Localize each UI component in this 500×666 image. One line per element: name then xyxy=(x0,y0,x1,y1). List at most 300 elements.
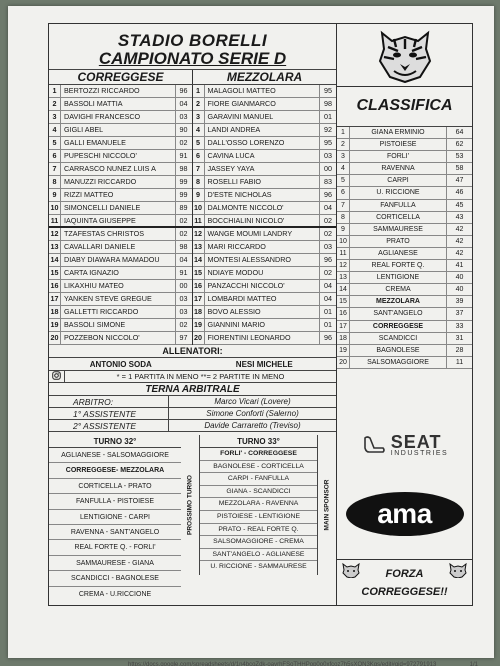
right-panel xyxy=(337,24,472,605)
fixture-row: SANT'ANGELO - AGLIANESE xyxy=(200,549,317,562)
player-row xyxy=(193,319,337,332)
player-name: FIORE GIANMARCO xyxy=(207,99,276,108)
standings-points: 40 xyxy=(446,272,472,283)
player-row xyxy=(49,280,192,293)
round-32 xyxy=(49,435,181,598)
player-number: 1 xyxy=(193,85,205,97)
standings-team: MEZZOLARA xyxy=(376,298,420,306)
player-row xyxy=(49,189,192,202)
player-row xyxy=(193,280,337,293)
round-32-title: TURNO 32° xyxy=(49,435,181,448)
forza-line2: CORREGGESE!! xyxy=(361,586,448,598)
team-headers xyxy=(49,69,336,85)
standings-table xyxy=(337,127,472,369)
standings-points: 42 xyxy=(446,224,472,235)
referees-title: TERNA ARBITRALE xyxy=(49,383,336,396)
fixture-row: REAL FORTE Q. - FORLI' xyxy=(49,540,181,555)
player-row xyxy=(193,189,337,202)
matchday-program xyxy=(48,23,473,606)
player-number: 8 xyxy=(49,176,61,188)
player-row xyxy=(193,332,337,345)
player-year: 96 xyxy=(319,254,336,266)
player-number: 3 xyxy=(49,111,61,123)
player-name: GALLETTI RICCARDO xyxy=(64,307,139,316)
seat-sub: INDUSTRIES xyxy=(390,449,449,457)
legend-text: * = 1 PARTITA IN MENO **= 2 PARTITE IN MENO xyxy=(116,372,285,381)
standings-row xyxy=(337,296,472,308)
standings-rank: 3 xyxy=(337,151,350,162)
coaches-row xyxy=(49,358,336,371)
player-name: CAVALLARI DANIELE xyxy=(64,242,136,251)
player-year: 03 xyxy=(175,306,192,318)
player-row xyxy=(193,215,337,228)
player-year: 00 xyxy=(319,163,336,175)
standings-rank: 19 xyxy=(337,345,350,356)
player-name: TZAFESTAS CHRISTOS xyxy=(64,229,145,238)
away-team-name: MEZZOLARA xyxy=(226,70,303,84)
player-number: 14 xyxy=(193,254,205,266)
standings-row xyxy=(337,163,472,175)
standings-team: PRATO xyxy=(386,237,410,245)
player-row xyxy=(193,202,337,215)
player-row xyxy=(49,319,192,332)
player-number: 6 xyxy=(193,150,205,162)
player-number: 2 xyxy=(193,98,205,110)
player-name: CARTA IGNAZIO xyxy=(64,268,119,277)
standings-points: 42 xyxy=(446,236,472,247)
referee-role: 2° ASSISTENTE xyxy=(49,420,169,431)
player-year: 95 xyxy=(319,85,336,97)
league-title: CAMPIONATO SERIE D xyxy=(98,49,287,68)
standings-team: CORREGGESE xyxy=(372,322,424,330)
left-panel xyxy=(49,24,337,605)
player-name: LANDI ANDREA xyxy=(207,125,261,134)
player-row xyxy=(49,150,192,163)
referees-list xyxy=(49,396,336,432)
player-year: 04 xyxy=(319,202,336,214)
player-name: SIMONCELLI DANIELE xyxy=(64,203,141,212)
fixture-row: CREMA - U.RICCIONE xyxy=(78,590,152,598)
standings-row xyxy=(337,345,472,357)
rounds-section xyxy=(49,435,336,598)
fixture-row: PISTOIESE - LENTIGIONE xyxy=(200,511,317,524)
player-number: 20 xyxy=(193,332,205,344)
standings-rank: 17 xyxy=(337,321,350,332)
player-number: 1 xyxy=(49,85,61,97)
player-year: 02 xyxy=(175,228,192,240)
standings-rank: 15 xyxy=(337,296,350,307)
player-row xyxy=(49,215,192,228)
player-row xyxy=(193,306,337,319)
instagram-icon xyxy=(49,371,65,382)
player-name: PUPESCHI NICCOLO' xyxy=(64,151,137,160)
player-year: 96 xyxy=(319,332,336,344)
player-number: 8 xyxy=(193,176,205,188)
player-row xyxy=(49,241,192,254)
ama-text: ama xyxy=(346,492,464,536)
standings-row xyxy=(337,284,472,296)
player-number: 2 xyxy=(49,98,61,110)
player-name: MARI RICCARDO xyxy=(207,242,266,251)
player-name: MALAGOLI MATTEO xyxy=(207,86,276,95)
player-year: 04 xyxy=(175,254,192,266)
print-url: https://docs.google.com/spreadsheets/d/1n4bcoZdk-oavrhFSoTHHPop0o0xfcoz7h5sXON3Kgs/edit#gid=972791913 xyxy=(128,662,437,666)
player-name: LOMBARDI MATTEO xyxy=(207,294,277,303)
standings-team: SANT'ANGELO xyxy=(373,310,423,318)
referee-role: 1° ASSISTENTE xyxy=(49,408,169,419)
fixture-row: LENTIGIONE - CARPI xyxy=(49,510,181,525)
player-number: 4 xyxy=(49,124,61,136)
standings-row xyxy=(337,260,472,272)
standings-row xyxy=(337,321,472,333)
player-name: GIGLI ABEL xyxy=(64,125,104,134)
away-coach: NESI MICHELE xyxy=(235,360,293,369)
standings-team: CORTICELLA xyxy=(376,213,420,221)
standings-row xyxy=(337,175,472,187)
player-year: 83 xyxy=(319,176,336,188)
standings-rank: 7 xyxy=(337,200,350,211)
forza-line1: FORZA xyxy=(385,568,424,580)
player-year: 02 xyxy=(175,215,192,226)
player-name: DALL'OSSO LORENZO xyxy=(207,138,285,147)
standings-team: BAGNOLESE xyxy=(376,346,420,354)
fixture-row: PRATO - REAL FORTE Q. xyxy=(200,524,317,537)
player-row xyxy=(49,254,192,267)
standings-row xyxy=(337,139,472,151)
player-name: GARAVINI MANUEL xyxy=(207,112,274,121)
player-year: 89 xyxy=(175,202,192,214)
rosters xyxy=(49,85,336,345)
standings-rank: 8 xyxy=(337,212,350,223)
player-year: 91 xyxy=(175,150,192,162)
player-name: NDIAYE MODOU xyxy=(207,268,264,277)
player-row xyxy=(193,98,337,111)
standings-points: 45 xyxy=(446,200,472,211)
standings-points: 58 xyxy=(446,163,472,174)
standings-points: 42 xyxy=(446,248,472,259)
legend-note xyxy=(49,371,336,383)
player-number: 5 xyxy=(49,137,61,149)
away-roster xyxy=(193,85,337,345)
player-year: 98 xyxy=(175,163,192,175)
player-number: 17 xyxy=(49,293,61,305)
player-number: 5 xyxy=(193,137,205,149)
standings-rank: 6 xyxy=(337,187,350,198)
standings-points: 43 xyxy=(446,212,472,223)
player-name: JASSEY YAYA xyxy=(207,164,255,173)
fixture-row: CORREGGESE- MEZZOLARA xyxy=(49,463,181,478)
player-name: BASSOLI SIMONE xyxy=(64,320,126,329)
player-year: 95 xyxy=(319,137,336,149)
page-number: 1/1 xyxy=(469,662,478,666)
standings-rank: 20 xyxy=(337,357,350,368)
player-row xyxy=(193,111,337,124)
player-name: MONTESI ALESSANDRO xyxy=(207,255,291,264)
standings-points: 53 xyxy=(446,151,472,162)
player-row xyxy=(49,137,192,150)
player-name: ROSELLI FABIO xyxy=(207,177,262,186)
player-row xyxy=(193,163,337,176)
player-number: 12 xyxy=(49,228,61,240)
seat-icon xyxy=(361,434,387,456)
player-number: 13 xyxy=(49,241,61,253)
player-name: PANZACCHI NICCOLO' xyxy=(207,281,285,290)
player-number: 18 xyxy=(49,306,61,318)
standings-points: 47 xyxy=(446,175,472,186)
standings-row xyxy=(337,187,472,199)
player-year: 00 xyxy=(175,280,192,292)
player-number: 18 xyxy=(193,306,205,318)
player-number: 11 xyxy=(193,215,205,226)
player-year: 01 xyxy=(319,319,336,331)
player-year: 01 xyxy=(319,111,336,123)
player-number: 16 xyxy=(49,280,61,292)
fixture-row: GIANA - SCANDICCI xyxy=(200,486,317,499)
player-year: 01 xyxy=(319,306,336,318)
player-row xyxy=(49,85,192,98)
standings-title: CLASSIFICA xyxy=(337,87,472,127)
standings-points: 28 xyxy=(446,345,472,356)
player-row xyxy=(49,267,192,280)
player-name: CAVINA LUCA xyxy=(207,151,255,160)
fixture-row: CARPI - FANFULLA xyxy=(200,473,317,486)
standings-row xyxy=(337,248,472,260)
player-name: RIZZI MATTEO xyxy=(64,190,114,199)
standings-row xyxy=(337,357,472,369)
player-year: 98 xyxy=(319,98,336,110)
player-row xyxy=(193,137,337,150)
fixture-row: SALSOMAGGIORE - CREMA xyxy=(200,536,317,549)
player-row xyxy=(49,332,192,345)
home-coach: ANTONIO SODA xyxy=(89,360,152,369)
player-year: 96 xyxy=(319,189,336,201)
standings-rank: 13 xyxy=(337,272,350,283)
player-name: DIABY DIAWARA MAMADOU xyxy=(64,255,160,264)
player-name: POZZEBON NICCOLO' xyxy=(64,333,140,342)
next-round-label: PROSSIMO TURNO xyxy=(186,475,194,535)
referee-row xyxy=(49,408,336,420)
player-year: 02 xyxy=(175,137,192,149)
player-year: 03 xyxy=(175,293,192,305)
player-row xyxy=(193,124,337,137)
standings-team: FANFULLA xyxy=(380,201,416,209)
player-number: 3 xyxy=(193,111,205,123)
player-year: 98 xyxy=(175,241,192,253)
player-number: 17 xyxy=(193,293,205,305)
seat-industries-logo xyxy=(337,420,472,470)
stadium-title: STADIO BORELLI xyxy=(117,31,268,50)
player-row xyxy=(49,228,192,241)
player-row xyxy=(193,293,337,306)
standings-team: PISTOIESE xyxy=(379,141,417,149)
standings-points: 39 xyxy=(446,296,472,307)
fixture-row: SCANDICCI - BAGNOLESE xyxy=(49,571,181,586)
player-number: 10 xyxy=(193,202,205,214)
fixture-row: FANFULLA - PISTOIESE xyxy=(49,494,181,509)
seat-word: SEAT xyxy=(390,431,442,452)
player-year: 97 xyxy=(175,332,192,344)
fixture-row: CORTICELLA - PRATO xyxy=(49,479,181,494)
home-roster xyxy=(49,85,193,345)
standings-row xyxy=(337,272,472,284)
standings-points: 62 xyxy=(446,139,472,150)
round-32-fixtures xyxy=(49,448,181,602)
home-team-name: CORREGGESE xyxy=(49,70,193,84)
standings-rank: 5 xyxy=(337,175,350,186)
fixture-row: RAVENNA - SANT'ANGELO xyxy=(49,525,181,540)
player-row xyxy=(193,254,337,267)
standings-points: 46 xyxy=(446,187,472,198)
standings-rank: 11 xyxy=(337,248,350,259)
fixture-row: SAMMAURESE - GIANA xyxy=(49,556,181,571)
standings-rank: 10 xyxy=(337,236,350,247)
player-name: IAQUINTA GIUSEPPE xyxy=(64,216,136,225)
standings-points: 40 xyxy=(446,284,472,295)
standings-row xyxy=(337,236,472,248)
player-number: 7 xyxy=(49,163,61,175)
standings-team: LENTIGIONE xyxy=(376,274,420,282)
player-row xyxy=(49,202,192,215)
fixture-row: FORLI' - CORREGGESE xyxy=(200,448,317,461)
printed-sheet xyxy=(8,6,494,666)
standings-points: 37 xyxy=(446,308,472,319)
player-row xyxy=(193,150,337,163)
referee-name: Davide Carraretto (Treviso) xyxy=(204,421,301,430)
player-name: GIANNINI MARIO xyxy=(207,320,266,329)
standings-team: CREMA xyxy=(385,286,411,294)
player-name: DALMONTE NICCOLO' xyxy=(207,203,284,212)
player-row xyxy=(49,124,192,137)
standings-team: CARPI xyxy=(387,177,409,185)
player-row xyxy=(49,163,192,176)
player-year: 90 xyxy=(175,124,192,136)
referee-name: Marco Vicari (Lovere) xyxy=(214,397,291,406)
player-number: 11 xyxy=(49,215,61,226)
player-number: 4 xyxy=(193,124,205,136)
standings-points: 64 xyxy=(446,127,472,138)
player-row xyxy=(49,306,192,319)
player-number: 9 xyxy=(49,189,61,201)
player-year: 03 xyxy=(319,150,336,162)
player-year: 99 xyxy=(175,189,192,201)
player-number: 19 xyxy=(49,319,61,331)
tiger-icon xyxy=(374,27,436,83)
player-name: YANKEN STEVE GREGUE xyxy=(64,294,152,303)
player-year: 04 xyxy=(175,98,192,110)
player-name: D'ESTE NICHOLAS xyxy=(207,190,272,199)
player-number: 6 xyxy=(49,150,61,162)
standings-team: REAL FORTE Q. xyxy=(371,262,425,270)
standings-row xyxy=(337,127,472,139)
player-number: 7 xyxy=(193,163,205,175)
player-name: FIORENTINI LEONARDO xyxy=(207,333,291,342)
player-number: 9 xyxy=(193,189,205,201)
player-name: LIKAXHIU MATEO xyxy=(64,281,124,290)
player-number: 16 xyxy=(193,280,205,292)
standings-rank: 2 xyxy=(337,139,350,150)
standings-points: 11 xyxy=(446,357,472,368)
standings-team: U. RICCIONE xyxy=(376,189,420,197)
coaches-label: ALLENATORI: xyxy=(49,345,336,358)
standings-team: RAVENNA xyxy=(381,165,415,173)
main-sponsor-label: MAIN SPONSOR xyxy=(323,479,331,531)
standings-rank: 1 xyxy=(337,127,350,138)
player-year: 02 xyxy=(175,319,192,331)
player-year: 91 xyxy=(175,267,192,279)
player-name: BASSOLI MATTIA xyxy=(64,99,123,108)
player-row xyxy=(49,176,192,189)
player-year: 04 xyxy=(319,293,336,305)
fixture-row: U. RICCIONE - SAMMAURESE xyxy=(210,563,307,571)
standings-team: GIANA ERMINIO xyxy=(371,129,425,136)
standings-rank: 14 xyxy=(337,284,350,295)
forza-banner xyxy=(337,559,472,607)
standings-rank: 9 xyxy=(337,224,350,235)
player-name: DAVIGHI FRANCESCO xyxy=(64,112,141,121)
player-year: 92 xyxy=(319,124,336,136)
player-row xyxy=(49,111,192,124)
standings-points: 31 xyxy=(446,333,472,344)
standings-rank: 18 xyxy=(337,333,350,344)
standings-points: 33 xyxy=(446,321,472,332)
standings-team: FORLI' xyxy=(387,153,409,161)
player-year: 03 xyxy=(175,111,192,123)
player-number: 13 xyxy=(193,241,205,253)
player-row xyxy=(49,98,192,111)
player-name: CARRASCO NUNEZ LUIS A xyxy=(64,164,156,173)
standings-row xyxy=(337,151,472,163)
standings-rank: 12 xyxy=(337,260,350,271)
player-name: BOVO ALESSIO xyxy=(207,307,261,316)
referee-row xyxy=(49,396,336,408)
player-number: 15 xyxy=(193,267,205,279)
fixture-row: MEZZOLARA - RAVENNA xyxy=(200,498,317,511)
player-year: 02 xyxy=(319,267,336,279)
standings-team: SCANDICCI xyxy=(378,334,418,342)
ama-logo xyxy=(337,490,472,538)
round-33-fixtures xyxy=(200,448,317,574)
standings-points: 41 xyxy=(446,260,472,271)
player-name: GALLI EMANUELE xyxy=(64,138,126,147)
player-name: BERTOZZI RICCARDO xyxy=(64,86,140,95)
player-year: 99 xyxy=(175,176,192,188)
player-number: 20 xyxy=(49,332,61,344)
player-number: 19 xyxy=(193,319,205,331)
standings-team: AGLIANESE xyxy=(378,249,418,257)
fixture-row: BAGNOLESE - CORTICELLA xyxy=(200,461,317,474)
player-name: WANGE MOUMI LANDRY xyxy=(207,229,293,238)
player-row xyxy=(193,176,337,189)
standings-row xyxy=(337,212,472,224)
round-33 xyxy=(199,435,318,575)
referee-row xyxy=(49,420,336,432)
standings-row xyxy=(337,224,472,236)
tiger-logo xyxy=(337,24,472,87)
standings-rank: 4 xyxy=(337,163,350,174)
player-number: 15 xyxy=(49,267,61,279)
standings-team: SAMMAURESE xyxy=(373,225,423,233)
player-year: 02 xyxy=(319,215,336,226)
player-row xyxy=(193,85,337,98)
player-year: 02 xyxy=(319,228,336,240)
fixture-row: AGLIANESE - SALSOMAGGIORE xyxy=(49,448,181,463)
player-number: 14 xyxy=(49,254,61,266)
player-row xyxy=(193,228,337,241)
player-year: 04 xyxy=(319,280,336,292)
standings-row xyxy=(337,308,472,320)
standings-row xyxy=(337,333,472,345)
player-row xyxy=(193,267,337,280)
